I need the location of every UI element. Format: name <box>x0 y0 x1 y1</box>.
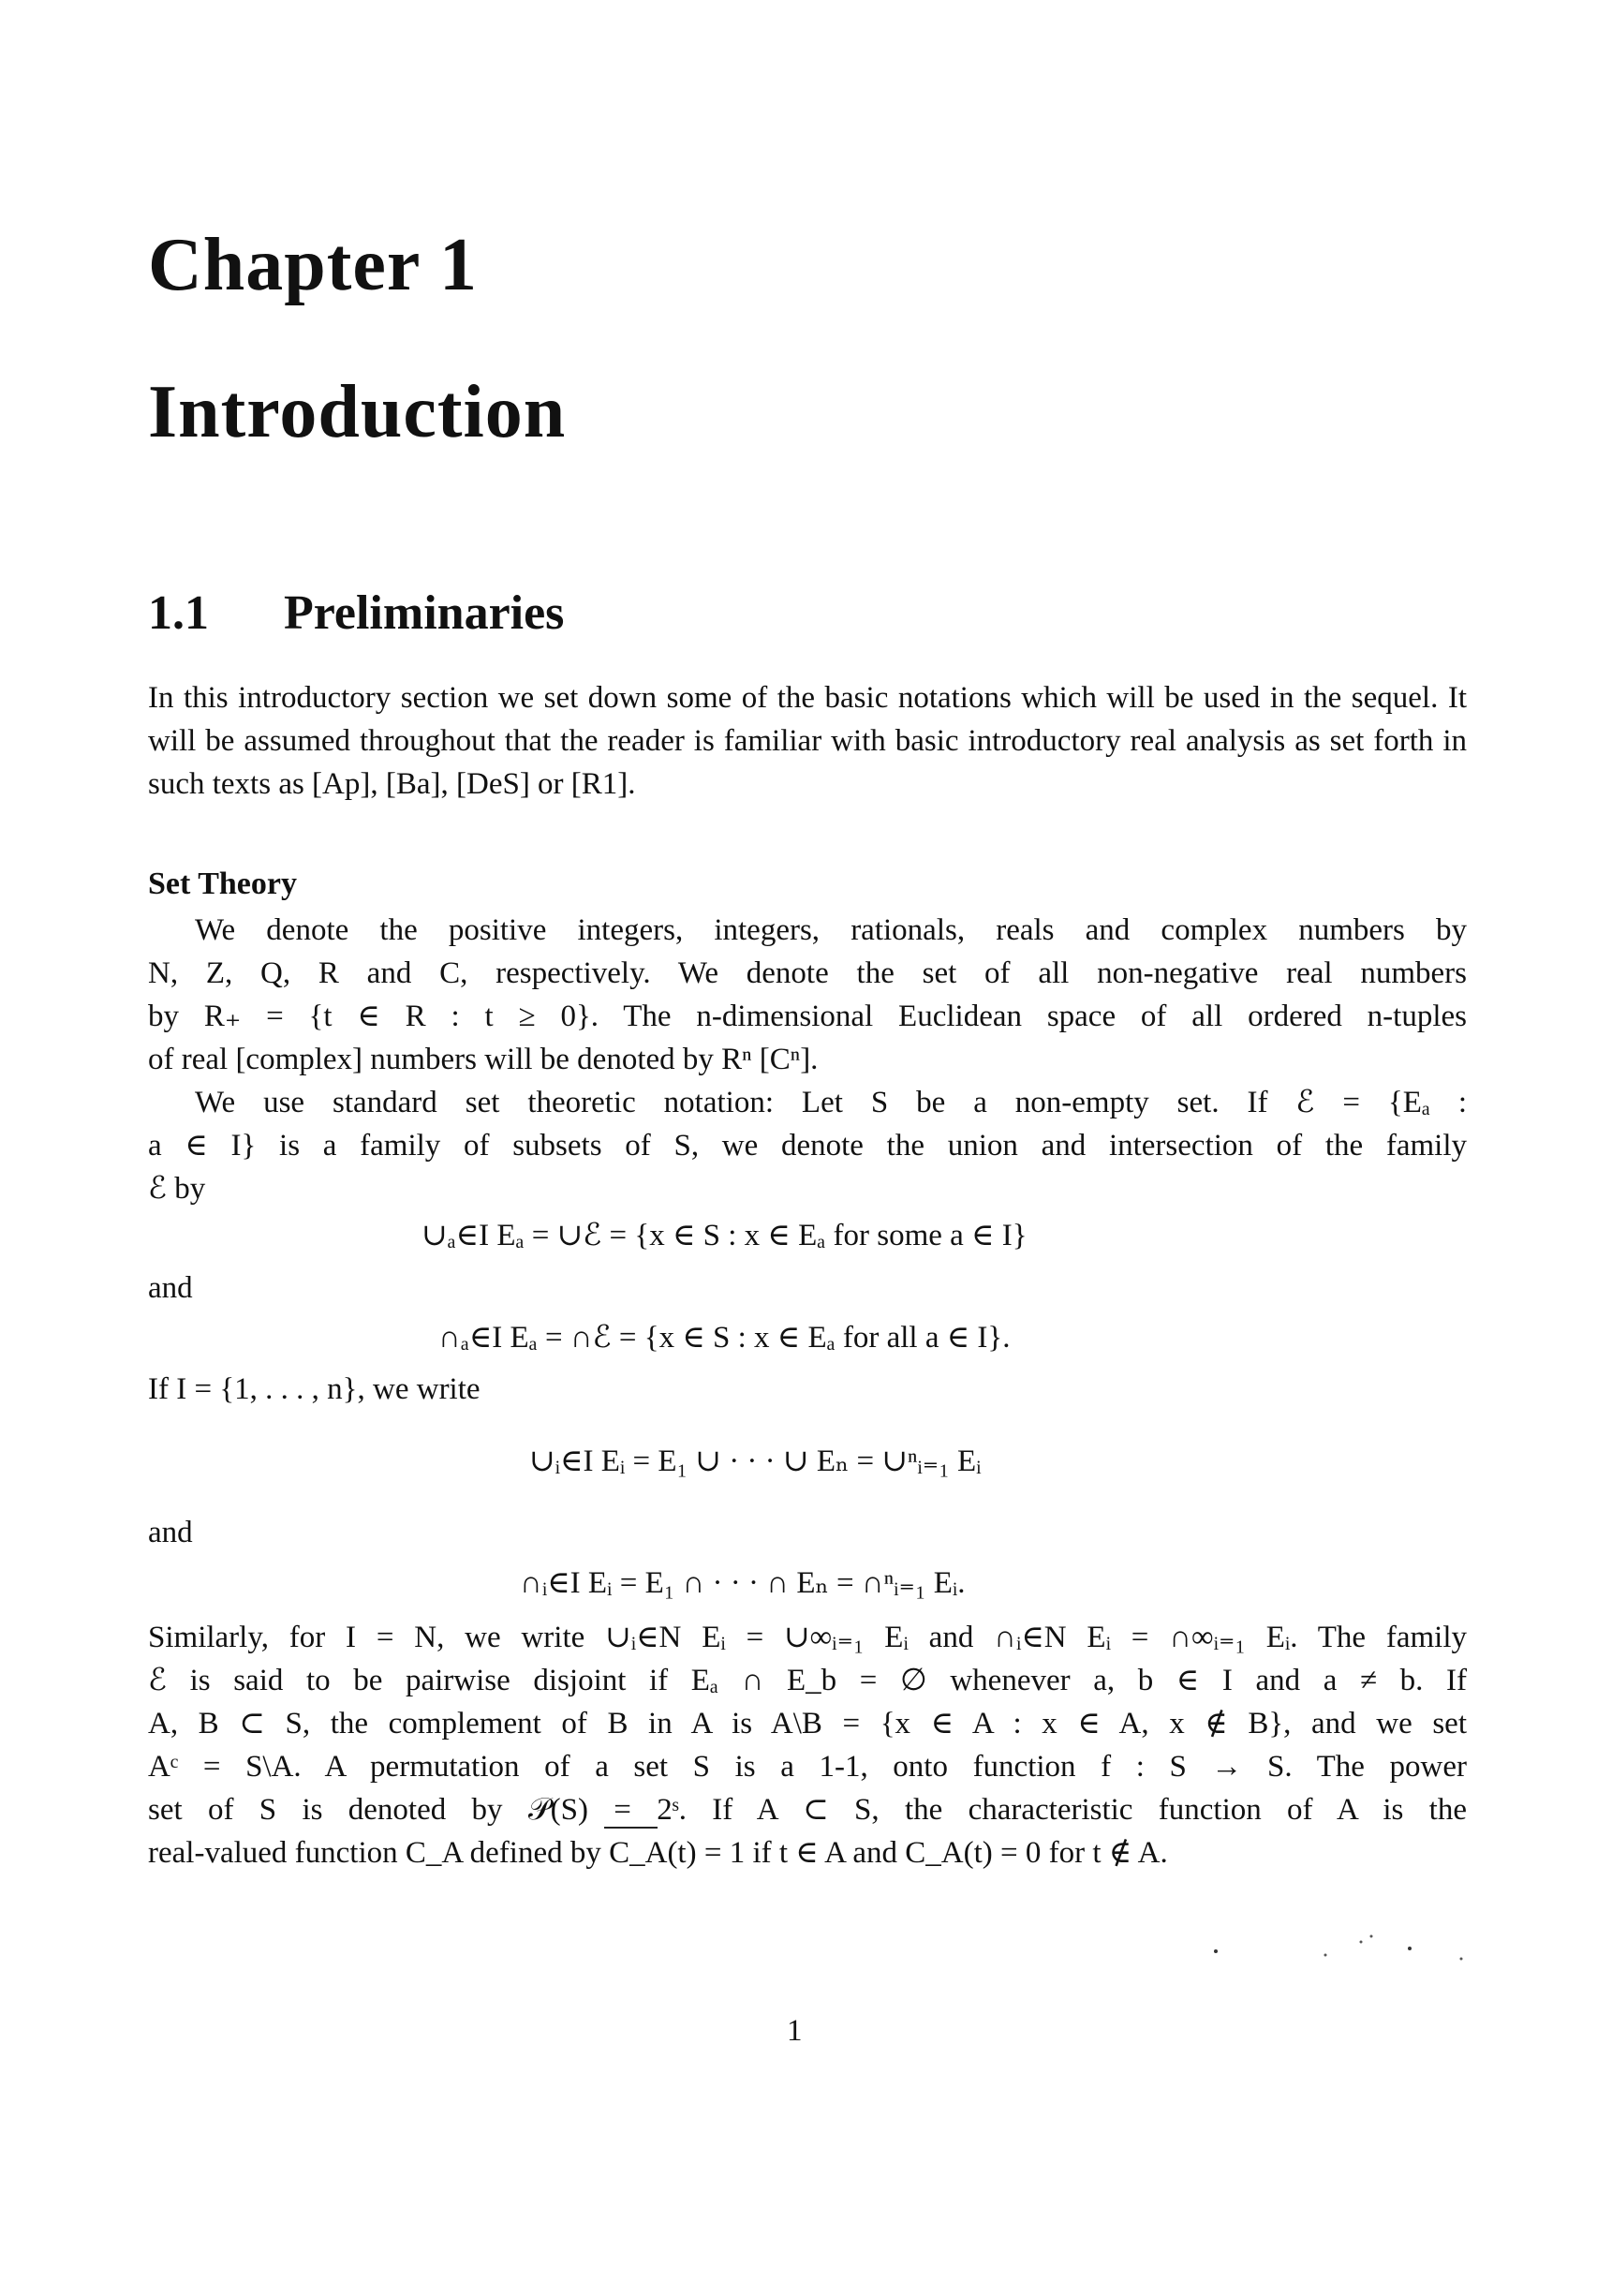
chapter-label: Chapter 1 <box>148 224 478 306</box>
section-heading <box>148 585 564 641</box>
chapter-title: Introduction <box>148 371 567 453</box>
scan-speck <box>1214 1949 1218 1953</box>
set-theory-line: We denote the positive integers, integers, rationals, reals and complex numbers by <box>195 913 1467 947</box>
section-title: Preliminaries <box>284 586 565 640</box>
scan-speck <box>1360 1941 1363 1944</box>
set-theory-line: We use standard set theoretic notation: Let S be a non-empty set. If ℰ = {Eₐ : <box>195 1086 1467 1119</box>
set-theory-line: of real [complex] numbers will be denoted by Rⁿ [Cⁿ]. <box>148 1043 819 1076</box>
set-theory-line: by R₊ = {t ∈ R : t ≥ 0}. The n-dimensional Euclidean space of all ordered n-tuples <box>148 1000 1467 1033</box>
scan-speck <box>1324 1954 1327 1957</box>
closing-line: ℰ is said to be pairwise disjoint if Eₐ ∩ E_b = ∅ whenever a, b ∈ I and a ≠ b. If <box>148 1664 1467 1697</box>
set-theory-line: ℰ by <box>148 1172 206 1206</box>
section-number: 1.1 <box>148 586 209 640</box>
scan-speck <box>1370 1935 1373 1938</box>
and-connector: and <box>148 1271 193 1305</box>
finite-union-equation: ∪ᵢ∈I Eᵢ = E₁ ∪ · · · ∪ Eₙ = ∪ⁿᵢ₌₁ Eᵢ <box>529 1444 982 1478</box>
scan-speck <box>1460 1958 1463 1961</box>
set-theory-heading: Set Theory <box>148 867 297 901</box>
and-connector: and <box>148 1516 193 1549</box>
finite-intersection-equation: ∩ᵢ∈I Eᵢ = E₁ ∩ · · · ∩ Eₙ = ∩ⁿᵢ₌₁ Eᵢ. <box>520 1566 966 1600</box>
closing-line: set of S is denoted by 𝒫(S) = 2ˢ. If A ⊂ S, the characteristic function of A is the <box>148 1793 1467 1827</box>
scan-speck <box>1408 1947 1412 1950</box>
union-family-equation: ∪ₐ∈I Eₐ = ∪ℰ = {x ∈ S : x ∈ Eₐ for some a ∈ I} <box>421 1219 1028 1252</box>
page-number: 1 <box>787 2014 803 2048</box>
if-finite-index-line: If I = {1, . . . , n}, we write <box>148 1372 481 1406</box>
set-theory-line: N, Z, Q, R and C, respectively. We denote the set of all non-negative real numbers <box>148 956 1467 990</box>
set-theory-line: a ∈ I} is a family of subsets of S, we denote the union and intersection of the family <box>148 1129 1467 1163</box>
closing-line: real-valued function C_A defined by C_A(t) = 1 if t ∈ A and C_A(t) = 0 for t ∉ A. <box>148 1836 1168 1870</box>
closing-line: A, B ⊂ S, the complement of B in A is A\B = {x ∈ A : x ∈ A, x ∉ B}, and we set <box>148 1707 1467 1741</box>
intersection-family-equation: ∩ₐ∈I Eₐ = ∩ℰ = {x ∈ S : x ∈ Eₐ for all a ∈ I}. <box>438 1321 1011 1355</box>
closing-line: Similarly, for I = N, we write ∪ᵢ∈N Eᵢ = ∪∞ᵢ₌₁ Eᵢ and ∩ᵢ∈N Eᵢ = ∩∞ᵢ₌₁ Eᵢ. The family <box>148 1621 1467 1654</box>
intro-paragraph: In this introductory section we set down some of the basic notations which will be used in the sequel. It will be assumed throughout that the reader is familiar with basic introductory real analysis as set forth in such texts as [Ap], [Ba], [DeS] or [R1]. <box>148 681 1467 801</box>
closing-line: Aᶜ = S\A. A permutation of a set S is a 1-1, onto function f : S → S. The power <box>148 1750 1467 1784</box>
